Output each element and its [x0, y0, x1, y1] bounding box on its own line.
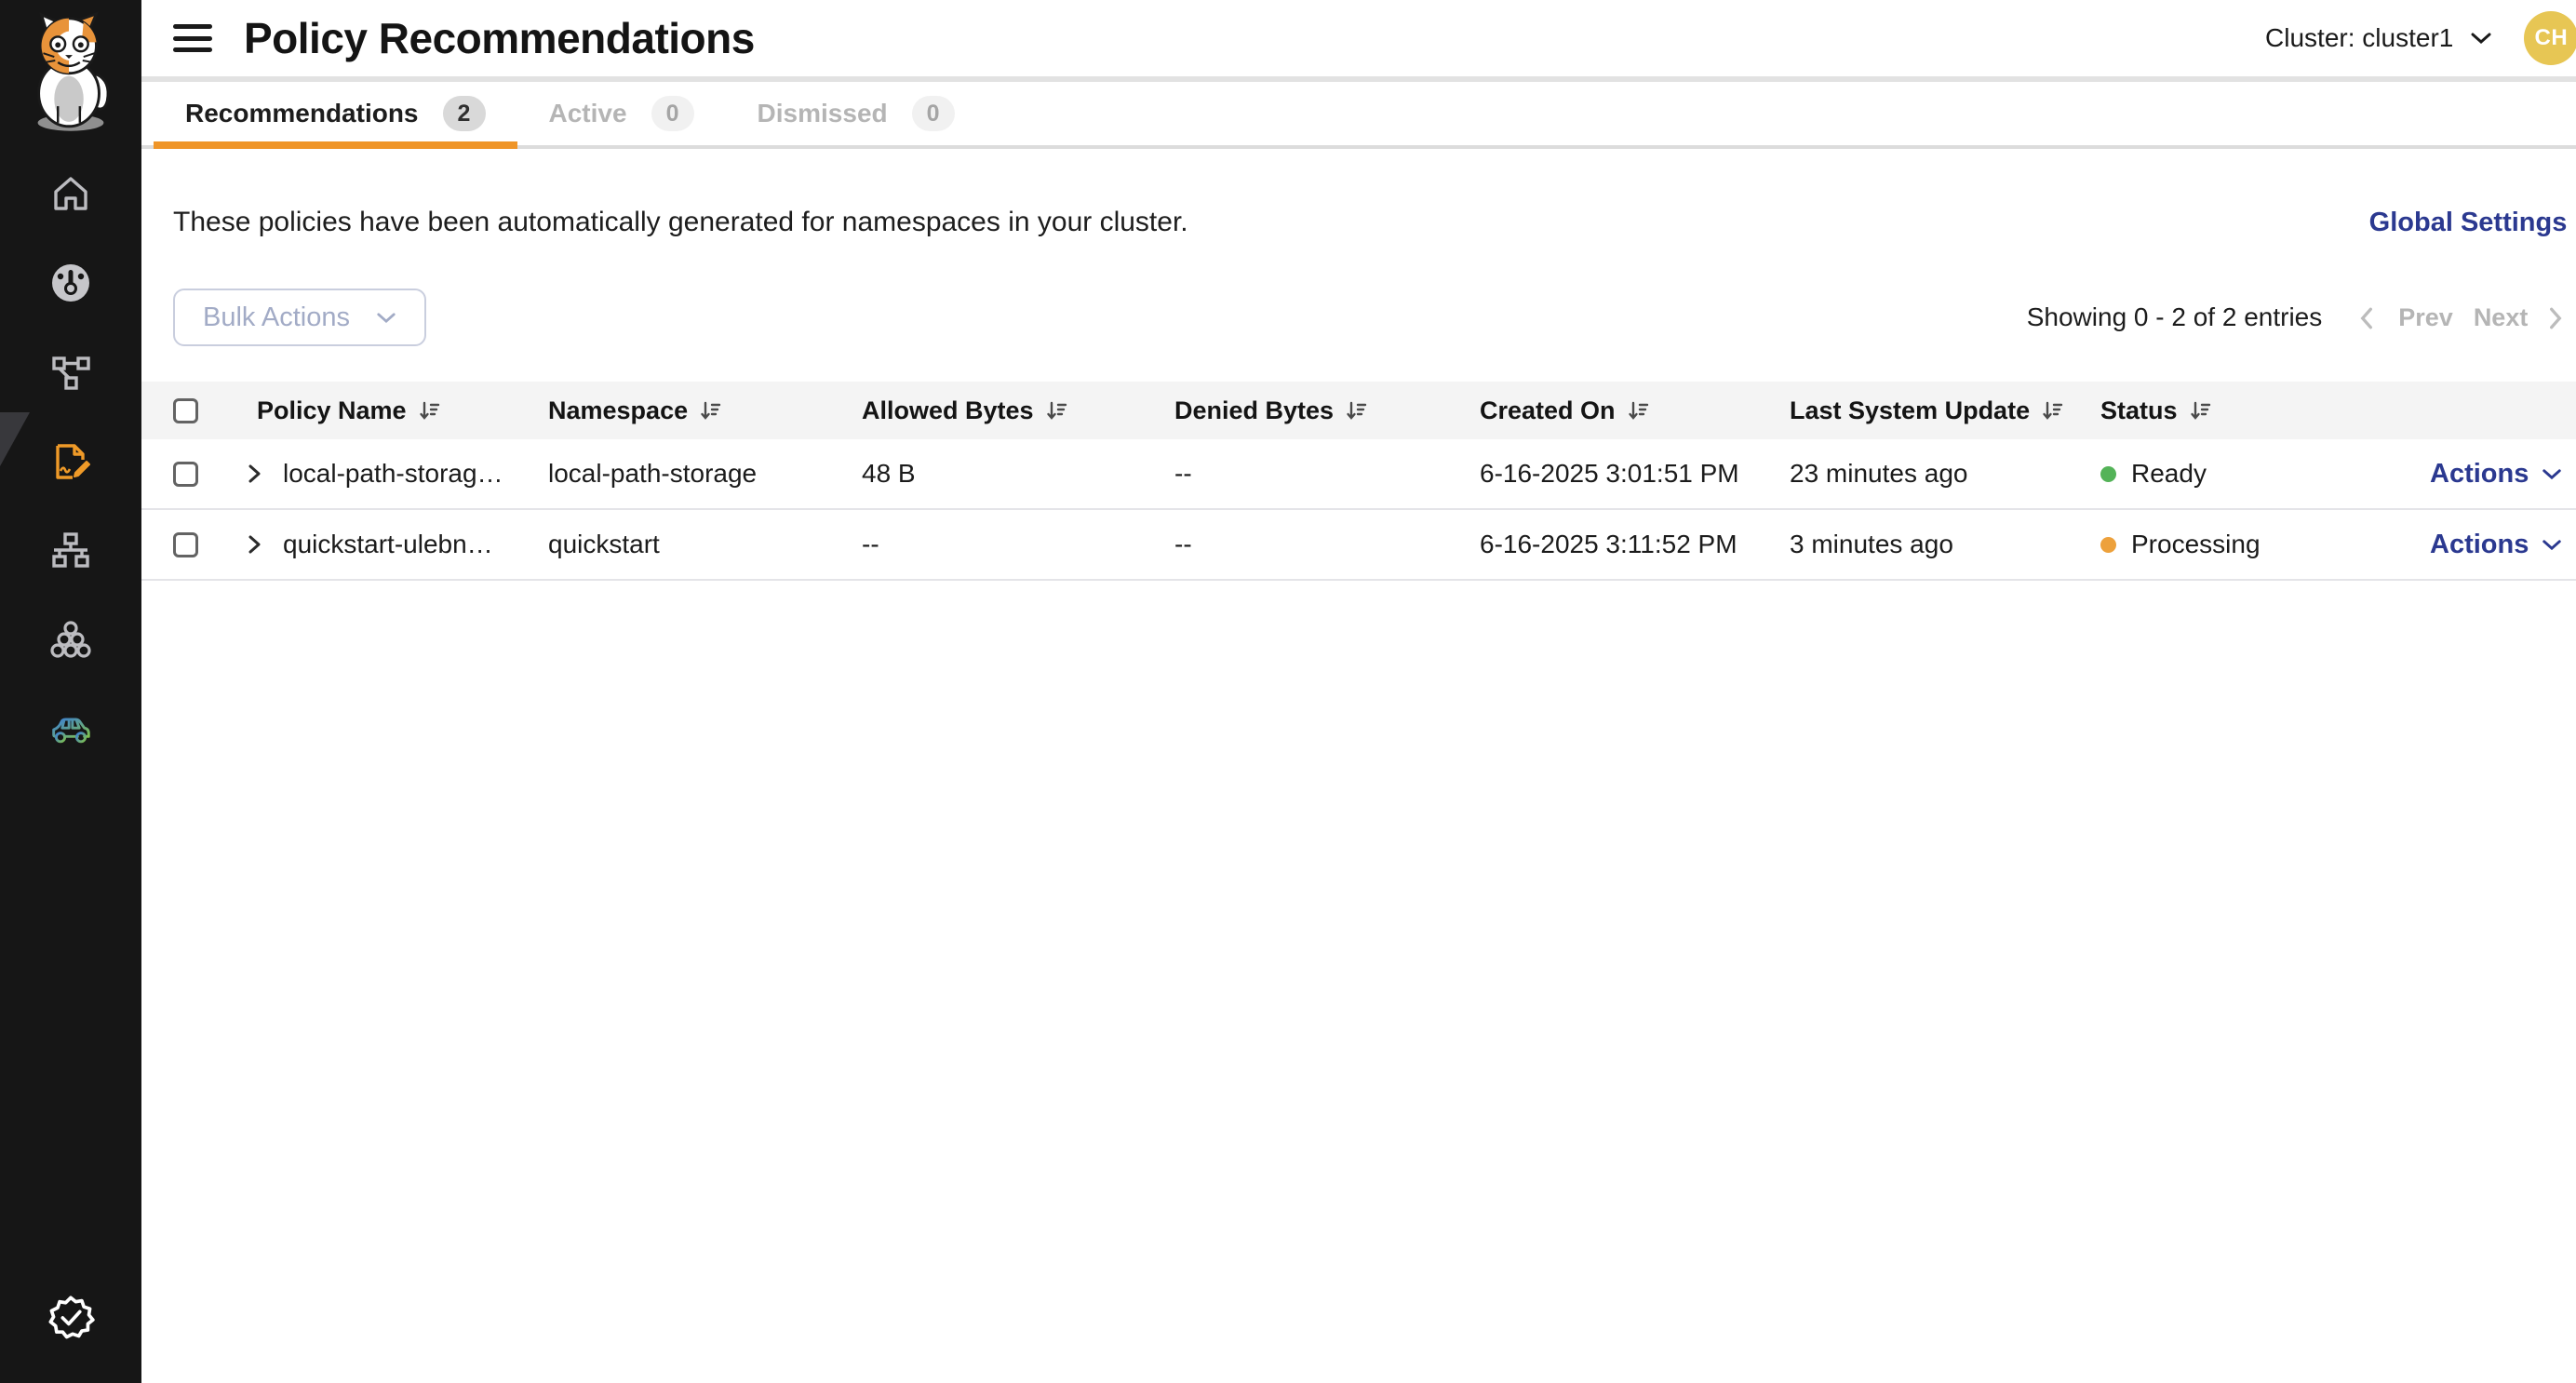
row-actions-button[interactable]	[2430, 459, 2562, 490]
column-label: Status	[2100, 396, 2178, 424]
denied-bytes-cell: --	[1174, 459, 1192, 488]
chevron-down-icon	[2542, 468, 2562, 480]
car-icon	[50, 709, 91, 750]
tab-dismissed[interactable]	[726, 82, 986, 145]
sort-icon	[1627, 399, 1649, 422]
next-page-link[interactable]: Next	[2473, 302, 2529, 331]
table-row	[141, 439, 2576, 510]
column-label: Allowed Bytes	[862, 396, 1034, 424]
chevron-right-icon[interactable]	[2548, 306, 2567, 329]
allowed-bytes-cell: --	[862, 530, 879, 558]
sort-icon	[2189, 399, 2211, 422]
tab-label: Dismissed	[757, 99, 888, 128]
chevron-left-icon[interactable]	[2359, 306, 2378, 329]
tab-count-badge: 2	[443, 96, 486, 131]
created-on-cell: 6-16-2025 3:11:52 PM	[1480, 530, 1737, 558]
pagination-summary: Showing 0 - 2 of 2 entries	[2026, 302, 2323, 331]
page-description: These policies have been automatically generated for namespaces in your cluster.	[173, 207, 1188, 237]
column-label: Namespace	[548, 396, 689, 424]
tab-recommendations[interactable]	[154, 82, 517, 145]
sidebar-item-hierarchy[interactable]	[48, 530, 93, 571]
column-label: Last System Update	[1790, 396, 2031, 424]
home-icon	[50, 173, 91, 214]
expand-row-icon[interactable]	[244, 534, 264, 555]
chevron-down-icon	[376, 312, 396, 324]
cat-mascot-logo[interactable]	[16, 6, 126, 132]
sort-icon	[1045, 399, 1067, 422]
policies-table	[141, 382, 2576, 581]
dashboard-gauge-icon	[50, 262, 91, 303]
sidebar-corner-decoration	[0, 412, 30, 466]
tab-label: Recommendations	[185, 99, 419, 128]
table-row	[141, 510, 2576, 581]
row-actions-button[interactable]	[2430, 530, 2562, 560]
sidebar-item-cluster[interactable]	[48, 620, 93, 661]
namespace-cell: quickstart	[548, 530, 660, 558]
main-area	[141, 0, 2576, 1383]
status-cell	[2093, 459, 2417, 489]
sidebar-item-home[interactable]	[48, 173, 93, 214]
column-header-denied-bytes[interactable]	[1161, 396, 1472, 425]
column-header-status[interactable]	[2093, 396, 2417, 425]
select-all-checkbox[interactable]	[173, 398, 198, 423]
cluster-selector[interactable]	[2265, 23, 2492, 53]
actions-label: Actions	[2430, 529, 2529, 559]
top-bar	[141, 0, 2576, 82]
user-avatar[interactable]: CH	[2524, 11, 2576, 65]
status-dot	[2100, 537, 2116, 553]
prev-page-link[interactable]: Prev	[2398, 302, 2453, 331]
table-header-row	[141, 382, 2576, 439]
row-checkbox[interactable]	[173, 462, 198, 487]
status-label: Ready	[2131, 459, 2207, 488]
bulk-actions-button[interactable]	[173, 289, 426, 346]
created-on-cell: 6-16-2025 3:01:51 PM	[1480, 459, 1739, 488]
row-checkbox[interactable]	[173, 532, 198, 557]
network-topology-icon	[50, 352, 91, 393]
sidebar-item-topology[interactable]	[48, 352, 93, 393]
column-label: Policy Name	[257, 396, 407, 424]
tab-count-badge: 0	[651, 96, 694, 131]
tab-count-badge: 0	[912, 96, 955, 131]
hamburger-menu-button[interactable]	[173, 24, 212, 52]
policy-name-cell: local-path-storag…	[283, 459, 503, 488]
policy-document-edit-icon	[50, 441, 91, 482]
pagination	[2027, 302, 2568, 332]
sort-icon	[699, 399, 721, 422]
sort-icon	[1345, 399, 1367, 422]
chevron-down-icon	[2542, 539, 2562, 551]
actions-label: Actions	[2430, 458, 2529, 489]
status-cell	[2093, 530, 2417, 559]
chevron-down-icon	[2470, 32, 2492, 45]
tab-label: Active	[548, 99, 627, 128]
sidebar	[0, 0, 141, 1383]
status-dot	[2100, 466, 2116, 482]
sort-icon	[418, 399, 440, 422]
cluster-selector-label: Cluster: cluster1	[2265, 23, 2454, 52]
sort-icon	[2041, 399, 2063, 422]
hierarchy-sitemap-icon	[50, 530, 91, 571]
tab-active[interactable]	[517, 82, 726, 145]
column-header-created-on[interactable]	[1472, 396, 1782, 425]
bulk-actions-label: Bulk Actions	[203, 302, 350, 332]
column-header-namespace[interactable]	[535, 396, 849, 425]
sidebar-item-dashboard[interactable]	[48, 262, 93, 303]
expand-row-icon[interactable]	[244, 463, 264, 484]
column-header-last-system-update[interactable]	[1782, 396, 2093, 425]
column-label: Denied Bytes	[1174, 396, 1335, 424]
sidebar-item-autopilot[interactable]	[48, 709, 93, 750]
status-label: Processing	[2131, 530, 2261, 558]
cluster-circles-icon	[50, 620, 91, 661]
last-system-update-cell: 23 minutes ago	[1790, 459, 1968, 488]
allowed-bytes-cell: 48 B	[862, 459, 916, 488]
last-system-update-cell: 3 minutes ago	[1790, 530, 1953, 558]
sidebar-nav	[48, 173, 93, 750]
denied-bytes-cell: --	[1174, 530, 1192, 558]
verified-badge-icon[interactable]	[47, 1294, 95, 1342]
global-settings-link[interactable]: Global Settings	[2368, 207, 2568, 237]
column-header-allowed-bytes[interactable]	[849, 396, 1161, 425]
policy-name-cell: quickstart-ulebn…	[283, 530, 493, 558]
tab-bar	[141, 82, 2576, 149]
column-label: Created On	[1480, 396, 1616, 424]
page-title: Policy Recommendations	[244, 14, 755, 62]
sidebar-item-policy-recommendations[interactable]	[48, 441, 93, 482]
namespace-cell: local-path-storage	[548, 459, 758, 488]
column-header-policy-name[interactable]	[225, 396, 535, 425]
